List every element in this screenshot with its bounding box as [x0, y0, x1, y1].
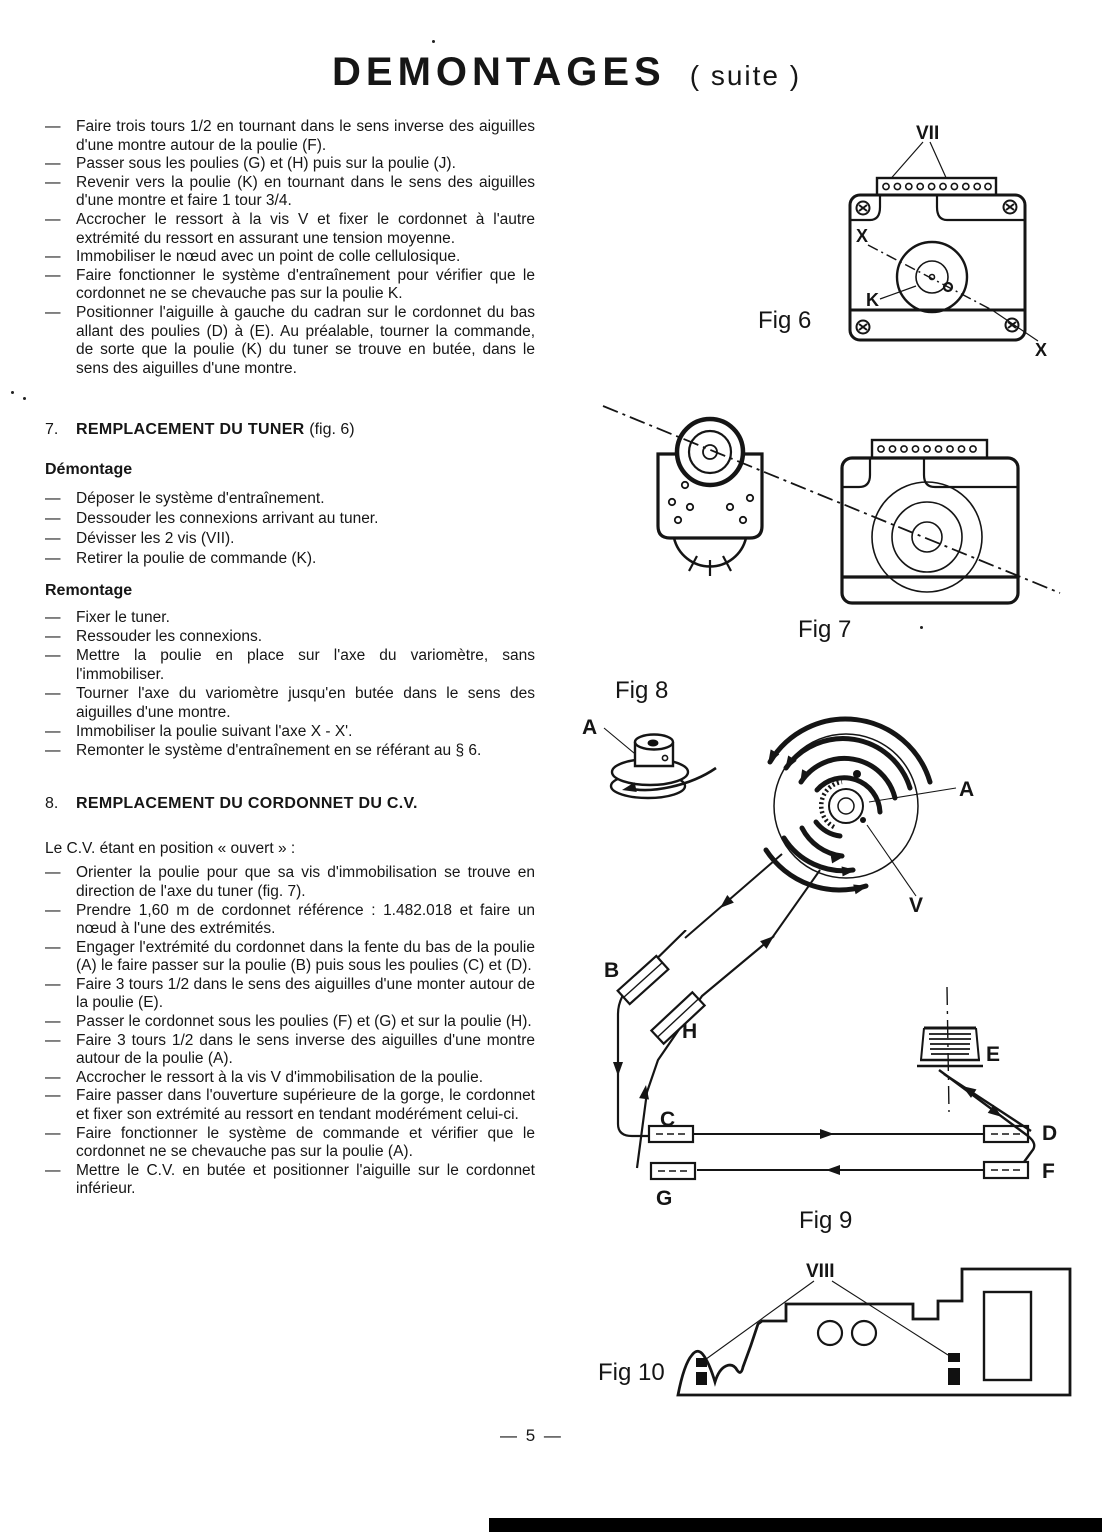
- demontage-list: [45, 489, 535, 569]
- bullet-item: — Tourner l'axe du variomètre jusqu'en butée dans le sens des aiguilles d'une montre.: [45, 685, 535, 722]
- fig9-callout-h: H: [682, 1020, 698, 1043]
- bullet-dash: —: [45, 742, 61, 760]
- bullet-dash: —: [45, 1124, 61, 1142]
- fig8-pulley-bore: [648, 740, 659, 747]
- bullet-dash: —: [45, 628, 61, 646]
- bullet-dash: —: [45, 303, 61, 321]
- bullet-item: — Revenir vers la poulie (K) en tournant dans le sens des aiguilles d'une montre et faire 1 tour 3/4.: [45, 173, 535, 210]
- fig6-callout-vii: VII: [916, 123, 940, 144]
- section8-title: REMPLACEMENT DU CORDONNET DU C.V.: [76, 795, 418, 813]
- fig9-callout-f: F: [1042, 1160, 1055, 1183]
- fig8-callout-a-right: A: [959, 778, 975, 801]
- fig6-callout-x-top: X: [856, 226, 869, 246]
- fig9-callout-c: C: [660, 1108, 676, 1131]
- section7-fig-ref: (fig. 6): [309, 421, 355, 439]
- bullet-dash: —: [45, 1013, 61, 1031]
- fig10-screw-left: [696, 1358, 707, 1385]
- bullet-item: — Faire fonctionner le système de commande et vérifier que le cordonnet ne se chevauche pas sur la poulie (A).: [45, 1124, 535, 1161]
- fig8-diagram: [570, 670, 1000, 940]
- demontage-label: Démontage: [45, 461, 133, 479]
- fig8-hub-outer: [829, 789, 863, 823]
- bullet-item: — Accrocher le ressort à la vis V et fixer le cordonnet à l'autre extrémité du ressort en assurant une tension moyenne.: [45, 210, 535, 247]
- bullet-item: — Faire 3 tours 1/2 dans le sens inverse des aiguilles d'une montre autour de la poulie (A).: [45, 1031, 535, 1068]
- fig6-diagram: [720, 110, 1102, 370]
- fig8-callout-v: V: [909, 894, 924, 917]
- bullet-dash: —: [45, 864, 61, 882]
- bullet-item: — Accrocher le ressort à la vis V d'immobilisation de la poulie.: [45, 1068, 483, 1086]
- section8-list: [45, 864, 535, 1199]
- remontage-label: Remontage: [45, 582, 133, 600]
- bullet-dash: —: [45, 1087, 61, 1105]
- bullet-item: — Ressouder les connexions.: [45, 628, 263, 646]
- fig8-cord-exit-1: [685, 854, 782, 938]
- scan-speck: [432, 40, 435, 43]
- page-title: [332, 50, 801, 95]
- bullet-item: — Fixer le tuner.: [45, 609, 170, 627]
- section7-heading: [45, 420, 535, 440]
- bullet-item: — Orienter la poulie pour que sa vis d'immobilisation se trouve en direction de l'axe du tuner (fig. 7).: [45, 864, 535, 900]
- text-column: [45, 118, 535, 1199]
- bullet-dash: —: [45, 609, 61, 627]
- section7-title: REMPLACEMENT DU TUNER: [76, 421, 305, 439]
- fig8-a-right-leader: [869, 788, 956, 802]
- bullet-dash: —: [45, 550, 61, 568]
- scan-bottom-bar: [489, 1518, 1102, 1532]
- section8-intro: Le C.V. étant en position « ouvert » :: [45, 840, 296, 858]
- fig9-roller-d: [984, 1126, 1028, 1142]
- scan-speck: [11, 391, 14, 394]
- bullet-item: — Faire 3 tours 1/2 dans le sens des aiguilles d'une monter autour de la poulie (E).: [45, 975, 535, 1012]
- fig10-inner-frame: [984, 1292, 1031, 1380]
- section8-heading: [45, 794, 535, 814]
- bullet-dash: —: [45, 118, 61, 135]
- fig8-screw-dot-top: [853, 770, 861, 778]
- bullet-item: — Déposer le système d'entraînement.: [45, 490, 325, 508]
- bullet-dash: —: [45, 490, 61, 508]
- bullet-item: — Passer le cordonnet sous les poulies (F) et (G) et sur la poulie (H).: [45, 1013, 532, 1031]
- scan-speck: [23, 397, 26, 400]
- fig8-screw-v-dot: [860, 817, 866, 823]
- bullet-item: — Mettre le C.V. en butée et positionner l'aiguille sur le cordonnet inférieur.: [45, 1161, 535, 1198]
- fig8-label: Fig 8: [615, 677, 669, 704]
- fig9-diagram: [590, 930, 1102, 1250]
- section7-number: 7.: [45, 421, 59, 439]
- bullet-dash: —: [45, 1161, 61, 1179]
- remontage-list: [45, 608, 535, 760]
- bullet-dash: —: [45, 173, 61, 191]
- fig6-callout-k: K: [866, 290, 879, 310]
- fig7-drive-pulley-mid: [689, 431, 731, 473]
- bullet-dash: —: [45, 266, 61, 284]
- fig9-callout-e: E: [986, 1043, 1001, 1066]
- fig8-callout-a-left: A: [582, 716, 598, 739]
- fig10-hole-left: [818, 1321, 842, 1345]
- fig6-callout-x-bottom: X: [1035, 340, 1048, 360]
- fig9-pulley-b: [618, 956, 669, 1004]
- scan-speck: [920, 626, 923, 629]
- fig9-roller-f: [984, 1162, 1028, 1178]
- bullet-item: — Mettre la poulie en place sur l'axe du variomètre, sans l'immobiliser.: [45, 647, 535, 684]
- bullet-item: — Passer sous les poulies (G) et (H) puis sur la poulie (J).: [45, 155, 456, 173]
- bullet-item: — Prendre 1,60 m de cordonnet référence : 1.482.018 et faire un nœud à l'une des extrémités.: [45, 901, 535, 938]
- bullet-dash: —: [45, 938, 61, 956]
- bullet-item: — Immobiliser la poulie suivant l'axe X - X'.: [45, 723, 353, 741]
- bullet-dash: —: [45, 975, 61, 993]
- fig7-label: Fig 7: [798, 616, 852, 643]
- bullet-dash: —: [45, 647, 61, 665]
- bullet-item: — Faire fonctionner le système d'entraînement pour vérifier que le cordonnet ne se chevauche pas sur la poulie K.: [45, 266, 535, 303]
- fig9-arrow-right: [820, 1129, 834, 1139]
- fig9-diag-e-f: [939, 1070, 1034, 1162]
- fig10-callout-viii: VIII: [806, 1261, 835, 1282]
- bullet-dash: —: [45, 530, 61, 548]
- fig10-label: Fig 10: [598, 1359, 665, 1386]
- bullet-item: — Positionner l'aiguille à gauche du cadran sur le cordonnet du bas allant des poulies (D) à (E). Au préalable, tourner la commande, de sorte que la poulie (K) du tuner se trouve en butée, dans le sens des aiguilles d'une montre.: [45, 303, 535, 377]
- bullet-dash: —: [45, 1068, 61, 1086]
- fig10-screw-right: [948, 1353, 960, 1385]
- bullet-item: — Immobiliser le nœud avec un point de colle cellulosique.: [45, 248, 461, 266]
- title-suffix: ( suite ): [689, 60, 802, 91]
- section8-number: 8.: [45, 795, 59, 813]
- intro-list: [45, 118, 535, 378]
- bullet-dash: —: [45, 155, 61, 173]
- fig10-chassis-outline: [678, 1269, 1070, 1395]
- bullet-dash: —: [45, 1031, 61, 1049]
- bullet-item: — Dévisser les 2 vis (VII).: [45, 530, 235, 548]
- fig7-diagram: [590, 390, 1102, 660]
- bullet-item: — Engager l'extrémité du cordonnet dans la fente du bas de la poulie (A) le faire passer sur la poulie (B) puis sous les poulies (C) et (D).: [45, 938, 535, 975]
- fig8-v-leader: [867, 825, 916, 896]
- bullet-dash: —: [45, 510, 61, 528]
- page-number: — 5 —: [500, 1426, 563, 1445]
- fig9-callout-g: G: [656, 1187, 673, 1210]
- bullet-item: — Faire passer dans l'ouverture supérieure de la gorge, le cordonnet et fixer son extrémité au ressort en tendant modérément celui-ci.: [45, 1087, 535, 1124]
- bullet-item: — Retirer la poulie de commande (K).: [45, 550, 317, 568]
- fig9-arrow-down: [613, 1062, 623, 1076]
- fig9-label: Fig 9: [799, 1207, 853, 1234]
- bullet-dash: —: [45, 210, 61, 228]
- fig10-hole-right: [852, 1321, 876, 1345]
- fig9-arrow-left: [826, 1165, 840, 1175]
- bullet-dash: —: [45, 685, 61, 703]
- fig10-diagram: [580, 1250, 1102, 1432]
- fig9-spool-e: [917, 1028, 983, 1066]
- fig9-callout-d: D: [1042, 1122, 1058, 1145]
- bullet-item: — Remonter le système d'entraînement en se référant au § 6.: [45, 742, 482, 760]
- fig6-label: Fig 6: [758, 307, 812, 334]
- title-text: DEMONTAGES: [332, 50, 666, 94]
- fig9-roller-g: [651, 1163, 695, 1179]
- bullet-dash: —: [45, 248, 61, 266]
- fig7-fan-ticks: [689, 556, 731, 576]
- bullet-dash: —: [45, 901, 61, 919]
- bullet-item: — Faire trois tours 1/2 en tournant dans le sens inverse des aiguilles d'une montre autour de la poulie (F).: [45, 118, 535, 154]
- bullet-dash: —: [45, 723, 61, 741]
- fig9-callout-b: B: [604, 959, 620, 982]
- bullet-item: — Dessouder les connexions arrivant au tuner.: [45, 510, 379, 528]
